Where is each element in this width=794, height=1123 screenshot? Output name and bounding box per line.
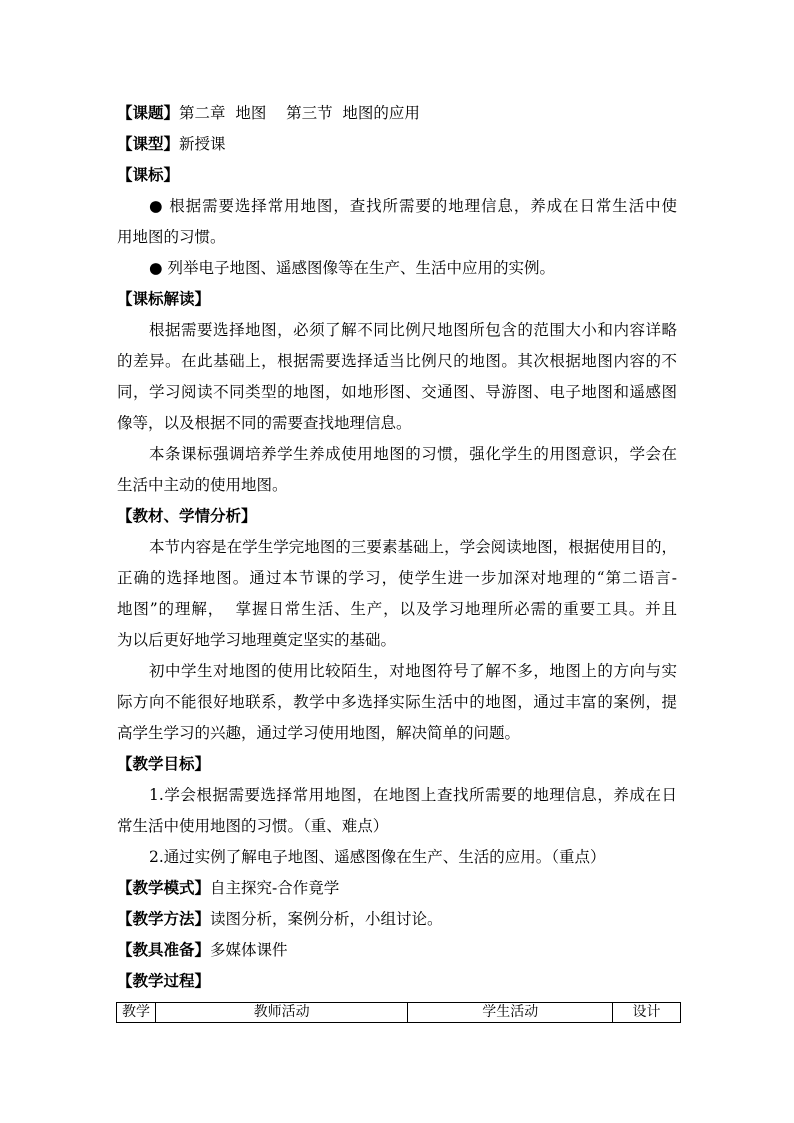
mode-line — [117, 877, 677, 899]
interp-p2-line1: 本条课标强调培养学生养成使用地图的习惯，强化学生的用图意识，学会在 — [149, 445, 677, 463]
mode-text: 自主探究-合作竟学 — [210, 879, 340, 897]
goal-1-line1: 1.学会根据需要选择常用地图，在地图上查找所需要的地理信息，养成在日 — [149, 786, 677, 804]
standard-heading — [117, 164, 677, 186]
interp-label: 【课标解读】 — [117, 289, 211, 308]
type-line — [117, 133, 677, 155]
goal-2: 2.通过实例了解电子地图、遥感图像在生产、生活的应用。（重点） — [149, 848, 606, 866]
topic-line — [117, 102, 677, 124]
type-text: 新授课 — [179, 135, 226, 153]
header-cell-design: 设计 — [613, 1003, 681, 1023]
topic-label: 【课题】 — [117, 103, 180, 122]
interp-p2-line2: 生活中主动的使用地图。 — [117, 476, 288, 494]
analysis-p1-line4: 为以后更好地学习地理奠定坚实的基础。 — [117, 631, 397, 649]
table-header-row — [117, 1003, 681, 1023]
method-line — [117, 908, 677, 930]
process-table — [116, 1002, 681, 1023]
goal-1-line2: 常生活中使用地图的习惯。（重、难点） — [117, 817, 389, 835]
process-label: 【教学过程】 — [117, 971, 211, 990]
topic-text: 第二章 地图 第三节 地图的应用 — [179, 104, 420, 122]
standard-2: ● 列举电子地图、遥感图像等在生产、生活中应用的实例。 — [149, 259, 555, 277]
standard-1-line2: 用地图的习惯。 — [117, 228, 226, 246]
method-text: 读图分析，案例分析，小组讨论。 — [210, 910, 443, 928]
analysis-p2-line3: 高学生学习的兴趣，通过学习使用地图，解决简单的问题。 — [117, 724, 521, 742]
tools-label: 【教具准备】 — [117, 940, 211, 959]
goals-heading — [117, 753, 677, 775]
mode-label: 【教学模式】 — [117, 878, 211, 897]
interp-p1-line3: 同，学习阅读不同类型的地图，如地形图、交通图、导游图、电子地图和遥感图 — [117, 383, 677, 401]
tools-text: 多媒体课件 — [210, 941, 288, 959]
interp-p1-line1: 根据需要选择地图，必须了解不同比例尺地图所包含的范围大小和内容详略 — [149, 321, 677, 339]
interp-p1-line2: 的差异。在此基础上，根据需要选择适当比例尺的地图。其次根据地图内容的不 — [117, 352, 677, 370]
standard-label: 【课标】 — [117, 165, 180, 184]
tools-line — [117, 939, 677, 961]
header-cell-teacher: 教师活动 — [155, 1003, 408, 1023]
analysis-label: 【教材、学情分析】 — [117, 506, 257, 525]
goals-label: 【教学目标】 — [117, 754, 211, 773]
analysis-p2-line1: 初中学生对地图的使用比较陌生，对地图符号了解不多，地图上的方向与实 — [149, 662, 677, 680]
type-label: 【课型】 — [117, 134, 180, 153]
analysis-p1-line3: 地图”的理解， 掌握日常生活、生产，以及学习地理所必需的重要工具。并且 — [117, 600, 677, 618]
process-heading — [117, 970, 677, 992]
interp-heading — [117, 288, 677, 310]
analysis-p1-line2: 正确的选择地图。通过本节课的学习，使学生进一步加深对地理的“第二语言- — [117, 569, 677, 587]
header-cell-stage: 教学 — [117, 1003, 156, 1023]
analysis-p2-line2: 际方向不能很好地联系，教学中多选择实际生活中的地图，通过丰富的案例，提 — [117, 693, 677, 711]
interp-p1-line4: 像等，以及根据不同的需要查找地理信息。 — [117, 414, 412, 432]
header-cell-student: 学生活动 — [408, 1003, 613, 1023]
analysis-heading — [117, 505, 677, 527]
standard-1-line1: ● 根据需要选择常用地图，查找所需要的地理信息，养成在日常生活中使 — [149, 197, 677, 215]
analysis-p1-line1: 本节内容是在学生学完地图的三要素基础上，学会阅读地图，根据使用目的， — [149, 538, 677, 556]
method-label: 【教学方法】 — [117, 909, 211, 928]
